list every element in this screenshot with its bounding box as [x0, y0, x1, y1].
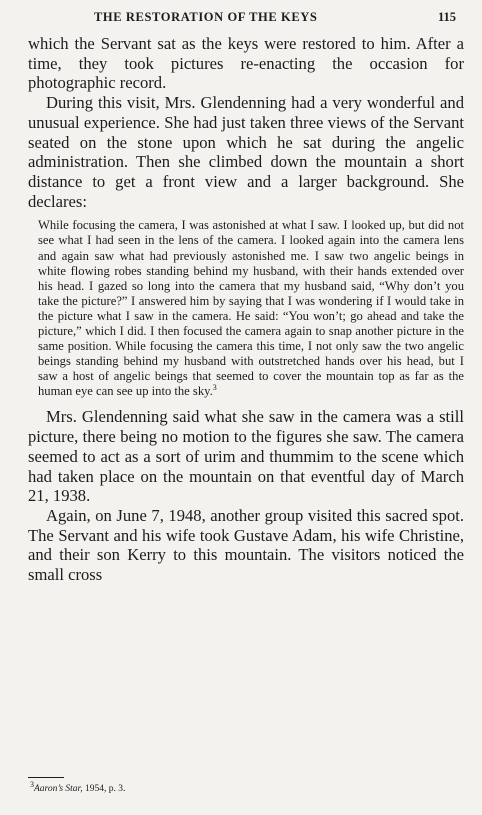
- block-quote: [38, 218, 464, 399]
- running-header: [94, 10, 456, 25]
- footnote-source-title: Aaron’s Star,: [34, 784, 83, 794]
- footnote-reference: 3: [212, 383, 217, 393]
- footnote-source-detail: 1954, p. 3.: [82, 784, 126, 794]
- footnote-marker: 3: [30, 779, 34, 789]
- block-quote-text: While focusing the camera, I was astonished at what I saw. I looked up, but did not see what I had seen in the lens of the camera. I looked again into the camera lens and again saw what had previously astonished me. I saw two angelic beings in white flowing robes standing behind my husband, with their hands extended over his head. I gazed so long into the camera that my husband said, “Why don’t you take the picture?” I answered him by saying that I was wondering if I would take in the picture what I saw in the camera. He said: “You won’t; go ahead and take the picture,” which I did. I then focused the camera again to snap another picture in the same position. While focusing the camera this time, I not only saw the two angelic beings standing behind my husband with outstretched hands over his head, but I saw a host of angelic beings that seemed to cover the mountain top as far as the human eye can see up into the sky.: [38, 218, 464, 399]
- footnote: [30, 779, 126, 795]
- body-text: [28, 34, 464, 585]
- running-title: THE RESTORATION OF THE KEYS: [94, 10, 318, 24]
- page-number: 115: [437, 10, 456, 24]
- paragraph-3: Mrs. Glendenning said what she saw in the camera was a still picture, there being no motion to the figures she saw. The camera seemed to act as a sort of urim and thummim to the scene which had taken place on the mountain on that eventful day of March 21, 1938.: [28, 407, 464, 506]
- paragraph-1: which the Servant sat as the keys were restored to him. After a time, they took pictures re-enacting the occasion for photographic record.: [28, 34, 464, 93]
- footnote-rule: [28, 777, 64, 778]
- paragraph-4: Again, on June 7, 1948, another group visited this sacred spot. The Servant and his wife took Gustave Adam, his wife Christine, and their son Kerry to this mountain. The visitors noticed the small cross: [28, 505, 464, 585]
- paragraph-2: During this visit, Mrs. Glendenning had a very wonderful and unusual experience. She had just taken three views of the Servant seated on the stone upon which he sat during the angelic administration. Then she climbed down the mountain a short distance to get a front view and a larger background. She declares:: [28, 93, 464, 211]
